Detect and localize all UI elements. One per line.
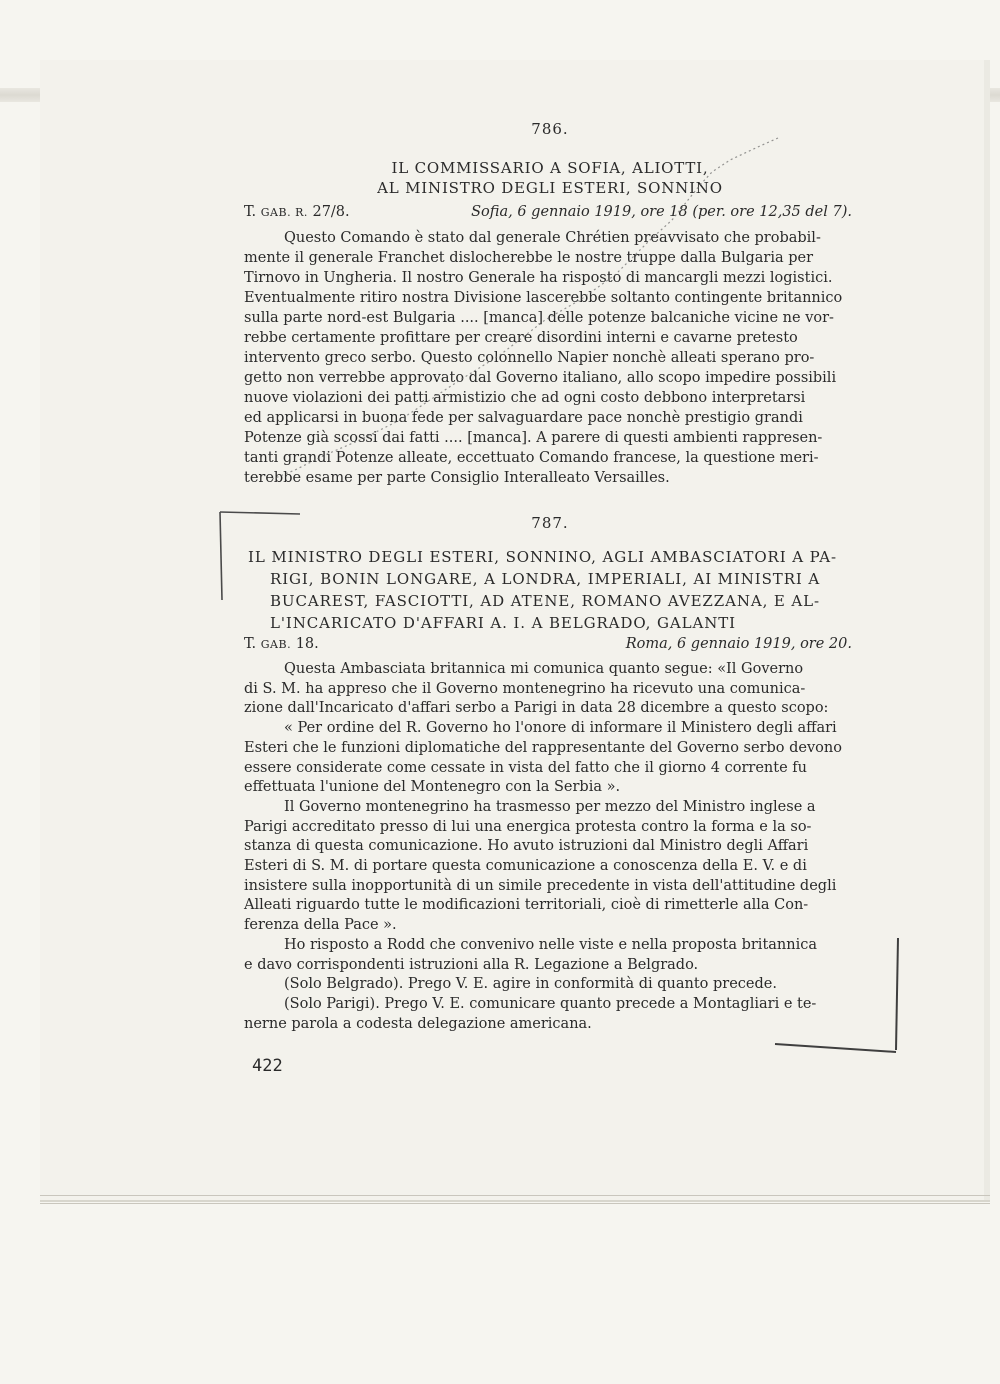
text-line: Esteri di S. M. di portare questa comunicazione a conoscenza della E. V. e di xyxy=(244,858,807,875)
text-line: getto non verrebbe approvato dal Governo italiano, allo scopo impedire possibili xyxy=(244,370,837,386)
text-line: terebbe esame per parte Consiglio Interalleato Versailles. xyxy=(244,470,670,486)
heading-line: BUCAREST, FASCIOTTI, AD ATENE, ROMANO AVEZZANA, E AL- xyxy=(270,592,820,610)
text-line: Eventualmente ritiro nostra Divisione lascerebbe soltanto contingente britannico xyxy=(244,290,843,306)
text-line: e davo corrispondenti istruzioni alla R. Legazione a Belgrado. xyxy=(244,956,699,973)
text-line: Questo Comando è stato dal generale Chrétien preavvisato che probabil- xyxy=(284,230,821,246)
text-line: mente il generale Franchet dislocherebbe le nostre truppe dalla Bulgaria per xyxy=(244,250,814,266)
text-line: essere considerate come cessate in vista del fatto che il giorno 4 corrente fu xyxy=(244,759,807,776)
text-line: zione dall'Incaricato d'affari serbo a Parigi in data 28 dicembre a questo scopo: xyxy=(244,700,829,717)
text-line: ferenza della Pace ». xyxy=(244,917,397,934)
text-line: Potenze già scossi dai fatti .... [manca]. A parere di questi ambienti rappresen- xyxy=(244,430,823,446)
text-line: tanti grandi Potenze alleate, eccettuato Comando francese, la questione meri- xyxy=(244,450,819,466)
heading-line: IL COMMISSARIO A SOFIA, ALIOTTI, xyxy=(391,159,709,177)
diagonal-cross-out-mark xyxy=(270,138,778,480)
page-number: 422 xyxy=(252,1056,283,1076)
text-line: insistere sulla inopportunità di un simile precedente in vista dell'attitudine degli xyxy=(244,877,837,894)
dateline: Sofia, 6 gennaio 1919, ore 18 (per. ore 12,35 del 7). xyxy=(471,204,852,220)
document-number-786: 786. xyxy=(531,120,569,138)
text-line: Esteri che le funzioni diplomatiche del rappresentante del Governo serbo devono xyxy=(244,739,842,756)
bracket-top-mark xyxy=(220,512,300,514)
text-line: (Solo Belgrado). Prego V. E. agire in conformità di quanto precede. xyxy=(284,976,777,993)
text-line: sulla parte nord-est Bulgaria .... [manca] delle potenze balcaniche vicine ne vor- xyxy=(244,310,834,326)
text-line: Tirnovo in Ungheria. Il nostro Generale ha risposto di mancargli mezzi logistici. xyxy=(244,270,833,286)
telegram-reference: T. GAB. R. 27/8. xyxy=(244,204,350,220)
text-line: Alleati riguardo tutte le modificazioni territoriali, cioè di rimetterle alla Con- xyxy=(244,897,809,914)
text-line: nuove violazioni dei patti armistizio che ad ogni costo debbono interpretarsi xyxy=(244,390,806,406)
text-line: stanza di questa comunicazione. Ho avuto istruzioni dal Ministro degli Affari xyxy=(244,838,809,855)
text-line: intervento greco serbo. Questo colonnello Napier nonchè alleati sperano pro- xyxy=(244,350,815,366)
bracket-right-mark xyxy=(896,938,898,1050)
text-line: nerne parola a codesta delegazione americana. xyxy=(244,1015,592,1032)
text-line: ed applicarsi in buona fede per salvaguardare pace nonchè prestigio grandi xyxy=(244,410,803,426)
text-line: Ho risposto a Rodd che convenivo nelle viste e nella proposta britannica xyxy=(284,936,817,953)
heading-line: IL MINISTRO DEGLI ESTERI, SONNINO, AGLI AMBASCIATORI A PA- xyxy=(248,548,837,566)
text-line: Il Governo montenegrino ha trasmesso per mezzo del Ministro inglese a xyxy=(284,798,816,815)
text-line: « Per ordine del R. Governo ho l'onore di informare il Ministero degli affari xyxy=(284,720,837,737)
text-line: effettuata l'unione del Montenegro con la Serbia ». xyxy=(244,779,621,796)
text-line: (Solo Parigi). Prego V. E. comunicare quanto precede a Montagliari e te- xyxy=(284,995,817,1012)
text-line: rebbe certamente profittare per creare disordini interni e cavarne pretesto xyxy=(244,330,798,346)
dateline: Roma, 6 gennaio 1919, ore 20. xyxy=(625,636,852,652)
document-number-787: 787. xyxy=(531,514,569,532)
text-line: di S. M. ha appreso che il Governo montenegrino ha ricevuto una comunica- xyxy=(244,680,806,697)
heading-line: L'INCARICATO D'AFFARI A. I. A BELGRADO, GALANTI xyxy=(270,614,736,632)
heading-line: AL MINISTRO DEGLI ESTERI, SONNINO xyxy=(377,179,723,197)
text-line: Questa Ambasciata britannica mi comunica quanto segue: «Il Governo xyxy=(284,661,804,677)
text-line: Parigi accreditato presso di lui una energica protesta contro la forma e la so- xyxy=(244,818,812,835)
heading-line: RIGI, BONIN LONGARE, A LONDRA, IMPERIALI, AI MINISTRI A xyxy=(270,570,821,588)
telegram-reference: T. GAB. 18. xyxy=(244,636,319,652)
bracket-bottom-mark xyxy=(775,1044,896,1052)
bracket-left-mark xyxy=(220,512,222,600)
